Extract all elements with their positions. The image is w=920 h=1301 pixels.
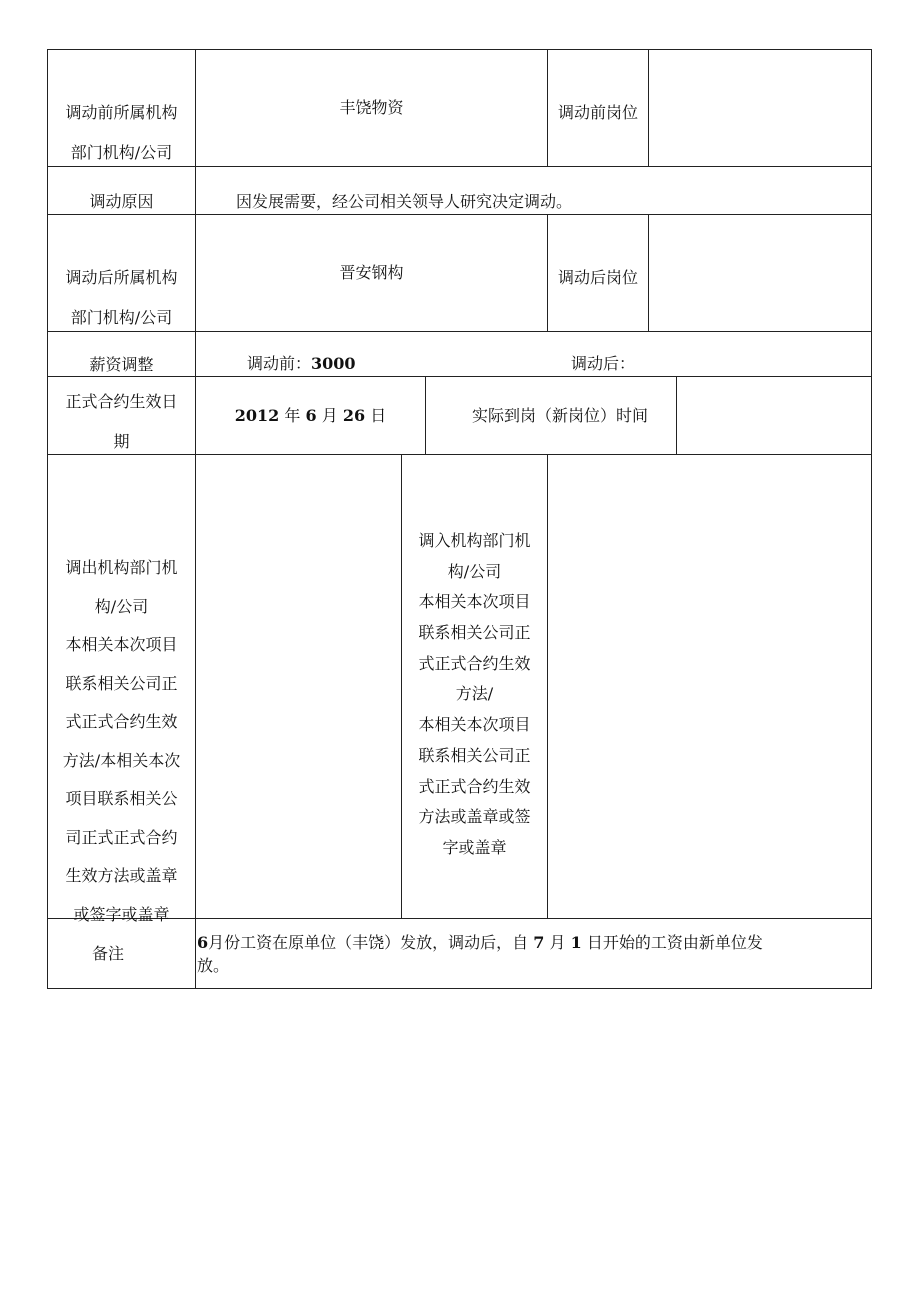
rule-top (47, 49, 872, 50)
before-org-label-line2: 部门机构/公司 (70, 143, 173, 162)
out-lines-line: 本相关本次项目 (65, 635, 178, 654)
contract-date-day: 26 (342, 406, 366, 425)
before-org-value: 丰饶物资 (339, 98, 404, 117)
salary-before (247, 356, 356, 372)
reason-label: 调动原因 (89, 192, 154, 211)
contract-date-month-unit: 月 (321, 406, 338, 425)
out-lines-line: 联系相关公司正 (65, 673, 178, 693)
remark-text-b: 月 (549, 933, 566, 952)
out-lines-line: 方法/本相关本次 (62, 750, 181, 770)
in-lines-line: 式正式合约生效 (418, 653, 531, 673)
rule-row2-bottom (47, 214, 872, 215)
remark-line1 (197, 935, 763, 951)
transfer-out-approval (48, 549, 195, 934)
in-lines-line: 本相关本次项目 (418, 715, 531, 735)
contract-date-day-unit: 日 (370, 406, 387, 425)
rule-r3-b (648, 214, 649, 332)
rule-r5-b (676, 376, 677, 455)
rule-bottom (47, 988, 872, 989)
remark-day: 1 (570, 933, 582, 952)
before-org-label-line1: 调动前所属机构 (65, 103, 178, 122)
remark-text-a: 月份工资在原单位（丰饶）发放，调动后，自 (208, 933, 529, 952)
salary-after-prefix: 调动后： (571, 354, 636, 373)
before-position-label: 调动前岗位 (557, 103, 638, 122)
reason-value: 因发展需要，经公司相关领导人研究决定调动。 (236, 192, 573, 211)
contract-label-line1: 正式合约生效日 (65, 392, 178, 411)
rule-row3-bottom (47, 331, 872, 332)
rule-row4-bottom (47, 376, 872, 377)
in-lines-line: 方法/ (455, 684, 494, 704)
remark-text-c: 日开始的工资由新单位发 (586, 933, 763, 952)
out-lines-line: 或签字或盖章 (73, 904, 170, 924)
salary-label: 薪资调整 (89, 355, 154, 374)
salary-before-amount: 3000 (311, 354, 356, 373)
after-org-label-line2: 部门机构/公司 (70, 308, 173, 327)
remark-line2: 放。 (197, 956, 230, 975)
out-lines-line: 调出机构部门机 (65, 558, 178, 577)
rule-right (871, 49, 872, 989)
transfer-in-approval (402, 526, 547, 864)
contract-date-month: 6 (305, 406, 317, 425)
in-lines-line: 联系相关公司正 (418, 745, 531, 765)
in-lines-line: 构/公司 (447, 561, 502, 581)
in-lines-line: 调入机构部门机 (418, 531, 531, 550)
contract-label-line2: 期 (113, 432, 130, 451)
in-lines-line: 方法或盖章或签 (418, 807, 531, 827)
remark-month-a: 6 (197, 933, 209, 952)
after-org-value: 晋安钢构 (339, 263, 404, 282)
contract-date (196, 408, 425, 424)
after-org-label-line1: 调动后所属机构 (65, 268, 178, 287)
in-lines-line: 式正式合约生效 (418, 776, 531, 796)
out-lines-line: 项目联系相关公 (65, 789, 178, 808)
transfer-out-signature-area[interactable] (196, 455, 401, 918)
remark-label: 备注 (91, 944, 124, 963)
salary-before-prefix: 调动前： (247, 354, 312, 373)
arrival-label: 实际到岗（新岗位）时间 (472, 406, 649, 425)
rule-r1-b (648, 49, 649, 167)
out-lines-line: 生效方法或盖章 (65, 866, 178, 885)
rule-r5-a (425, 376, 426, 455)
after-position-label: 调动后岗位 (557, 268, 638, 287)
contract-date-year: 2012 (234, 406, 280, 425)
in-lines-line: 字或盖章 (442, 837, 507, 857)
out-lines-line: 构/公司 (94, 596, 149, 616)
out-lines-line: 司正式正式合约 (65, 827, 178, 847)
in-lines-line: 本相关本次项目 (418, 592, 531, 612)
transfer-in-signature-area[interactable] (548, 455, 871, 918)
remark-month-b: 7 (533, 933, 545, 952)
contract-date-year-unit: 年 (284, 406, 301, 425)
salary-after (571, 356, 635, 372)
out-lines-line: 式正式合约生效 (65, 712, 178, 731)
in-lines-line: 联系相关公司正 (418, 623, 531, 643)
rule-row1-bottom (47, 166, 872, 167)
